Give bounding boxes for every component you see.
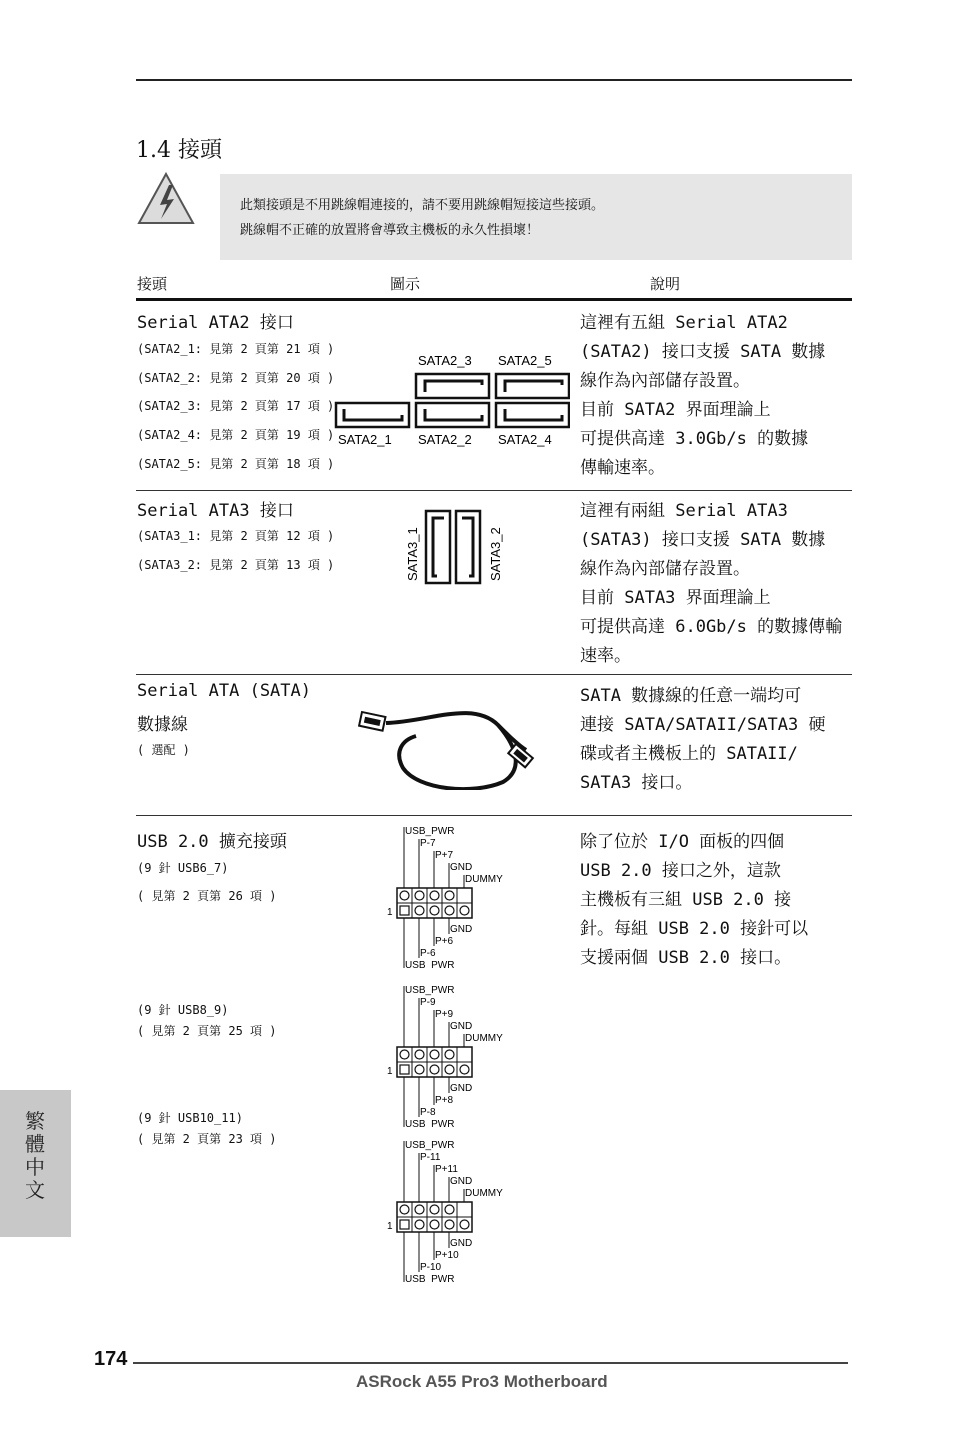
sata-cable-desc-1: SATA 數據線的任意一端均可 bbox=[580, 686, 802, 706]
pin-label: P-6 bbox=[420, 948, 436, 959]
pin-label: GND bbox=[450, 1238, 473, 1249]
sata3-sub-1: (SATA3_1: 見第 2 頁第 12 項 ) bbox=[137, 529, 335, 543]
pin-label: P-8 bbox=[420, 1107, 436, 1118]
side-tab-char-1: 繁 bbox=[25, 1109, 45, 1133]
header-description: 說明 bbox=[650, 275, 681, 293]
sata-cable-name-2: 數據線 bbox=[137, 715, 188, 735]
sata3-1-connector bbox=[426, 511, 450, 583]
side-tab-char-2: 體 bbox=[25, 1132, 45, 1156]
sata-cable-optional: ( 選配 ) bbox=[137, 743, 190, 757]
usb-desc-4: 針。每組 USB 2.0 接針可以 bbox=[580, 919, 809, 939]
usb8-9-header-diagram bbox=[383, 985, 523, 1131]
sata2-desc-2: (SATA2) 接口支援 SATA 數據 bbox=[580, 342, 826, 362]
sata2-desc-3: 線作為內部儲存設置。 bbox=[580, 371, 750, 391]
sata3-desc-3: 線作為內部儲存設置。 bbox=[580, 559, 750, 579]
label-sata3-2: SATA3_2 bbox=[488, 527, 503, 581]
usb10-11-header-diagram bbox=[383, 1140, 523, 1286]
usb-name: USB 2.0 擴充接頭 bbox=[137, 832, 287, 852]
row-rule-3 bbox=[136, 815, 852, 816]
usb-desc-2: USB 2.0 接口之外，這款 bbox=[580, 861, 781, 881]
warning-box bbox=[220, 174, 852, 260]
pin-label: DUMMY bbox=[465, 1033, 503, 1044]
pin-label: USB_PWR bbox=[405, 960, 455, 968]
sata3-sub-2: (SATA3_2: 見第 2 頁第 13 項 ) bbox=[137, 558, 335, 572]
sata2-desc-5: 可提供高達 3.0Gb/s 的數據 bbox=[580, 429, 809, 449]
usb8-9-pins: (9 針 USB8_9) bbox=[137, 1003, 229, 1017]
cable-plug-left bbox=[359, 712, 385, 731]
label-sata3-1: SATA3_1 bbox=[405, 527, 420, 581]
pin-label: GND bbox=[450, 862, 473, 873]
footer-title: ASRock A55 Pro3 Motherboard bbox=[356, 1372, 608, 1391]
sata3-connectors-diagram bbox=[400, 505, 510, 590]
sata-cable-desc-2: 連接 SATA/SATAII/SATA3 硬 bbox=[580, 715, 826, 735]
pin-label: GND bbox=[450, 1083, 473, 1094]
pin-label: P+7 bbox=[435, 850, 454, 861]
sata3-desc-6: 速率。 bbox=[580, 646, 631, 666]
pin-label: USB_PWR bbox=[405, 1274, 455, 1282]
pin-label: P-11 bbox=[420, 1152, 441, 1163]
sata2-sub-3: (SATA2_3: 見第 2 頁第 17 項 ) bbox=[137, 399, 335, 413]
footer-rule bbox=[133, 1362, 848, 1364]
sata2-sub-4: (SATA2_4: 見第 2 頁第 19 項 ) bbox=[137, 428, 335, 442]
pin-1-marker: 1 bbox=[387, 907, 393, 918]
sata2-2-connector bbox=[416, 403, 489, 427]
sata2-desc-4: 目前 SATA2 界面理論上 bbox=[580, 400, 771, 420]
pin-label: GND bbox=[450, 1176, 473, 1187]
label-sata2-4: SATA2_4 bbox=[498, 432, 552, 447]
sata3-desc-4: 目前 SATA3 界面理論上 bbox=[580, 588, 771, 608]
pin-label: P-10 bbox=[420, 1262, 442, 1273]
pin-label: USB_PWR bbox=[405, 1119, 455, 1127]
pin-label: GND bbox=[450, 1021, 473, 1032]
pin-1-marker: 1 bbox=[387, 1066, 393, 1077]
sata-cable-desc-3: 碟或者主機板上的 SATAII/ bbox=[580, 744, 798, 764]
sata-cable-desc-4: SATA3 接口。 bbox=[580, 773, 693, 793]
section-title-text: 接頭 bbox=[178, 138, 223, 163]
warning-line-1: 此類接頭是不用跳線帽連接的，請不要用跳線帽短接這些接頭。 bbox=[240, 198, 605, 213]
pin-label: USB_PWR bbox=[405, 826, 455, 837]
page-number: 174 bbox=[94, 1348, 128, 1370]
sata2-4-connector bbox=[496, 403, 569, 427]
sata3-desc-5: 可提供高達 6.0Gb/s 的數據傳輸 bbox=[580, 617, 843, 637]
label-sata2-1: SATA2_1 bbox=[338, 432, 392, 447]
pin-1-marker: 1 bbox=[387, 1221, 393, 1232]
sata2-5-connector bbox=[496, 374, 569, 398]
usb-desc-3: 主機板有三組 USB 2.0 接 bbox=[580, 890, 792, 910]
pin-label: USB_PWR bbox=[405, 985, 455, 996]
usb10-11-ref: ( 見第 2 頁第 23 項 ) bbox=[137, 1132, 277, 1146]
section-title bbox=[136, 133, 222, 164]
warning-lightning-icon bbox=[136, 171, 196, 227]
sata2-desc-6: 傳輸速率。 bbox=[580, 458, 665, 478]
sata2-sub-5: (SATA2_5: 見第 2 頁第 18 項 ) bbox=[137, 457, 335, 471]
pin-label: P+6 bbox=[435, 936, 454, 947]
usb6-7-pins: (9 針 USB6_7) bbox=[137, 861, 229, 875]
label-sata2-2: SATA2_2 bbox=[418, 432, 472, 447]
sata3-desc-2: (SATA3) 接口支援 SATA 數據 bbox=[580, 530, 826, 550]
header-connector: 接頭 bbox=[137, 275, 168, 293]
sata3-name: Serial ATA3 接口 bbox=[137, 501, 294, 521]
sata-cable-illustration bbox=[358, 690, 548, 790]
sata2-1-connector bbox=[336, 403, 409, 427]
usb-desc-5: 支援兩個 USB 2.0 接口。 bbox=[580, 948, 792, 968]
sata2-3-connector bbox=[416, 374, 489, 398]
sata2-name: Serial ATA2 接口 bbox=[137, 313, 294, 333]
header-diagram: 圖示 bbox=[390, 275, 421, 293]
sata2-sub-2: (SATA2_2: 見第 2 頁第 20 項 ) bbox=[137, 371, 335, 385]
usb6-7-header-diagram bbox=[383, 826, 523, 972]
top-rule bbox=[136, 79, 852, 81]
usb8-9-ref: ( 見第 2 頁第 25 項 ) bbox=[137, 1024, 277, 1038]
sata3-2-connector bbox=[456, 511, 480, 583]
pin-label: DUMMY bbox=[465, 874, 503, 885]
usb10-11-pins: (9 針 USB10_11) bbox=[137, 1111, 243, 1125]
row-rule-2 bbox=[136, 674, 852, 675]
section-number: 1.4 bbox=[136, 138, 171, 163]
sata2-desc-1: 這裡有五組 Serial ATA2 bbox=[580, 313, 788, 333]
label-sata2-5: SATA2_5 bbox=[498, 353, 552, 368]
row-rule-1 bbox=[136, 490, 852, 491]
sata2-sub-1: (SATA2_1: 見第 2 頁第 21 項 ) bbox=[137, 342, 335, 356]
sata3-desc-1: 這裡有兩組 Serial ATA3 bbox=[580, 501, 788, 521]
side-tab-char-3: 中 bbox=[25, 1155, 45, 1179]
pin-label: DUMMY bbox=[465, 1188, 503, 1199]
pin-label: P+11 bbox=[435, 1164, 458, 1175]
sata-cable-name: Serial ATA (SATA) bbox=[137, 681, 311, 701]
side-tab-char-4: 文 bbox=[25, 1178, 45, 1202]
usb-desc-1: 除了位於 I/O 面板的四個 bbox=[580, 832, 785, 852]
pin-label: GND bbox=[450, 924, 473, 935]
pin-label: USB_PWR bbox=[405, 1140, 455, 1151]
pin-label: P+9 bbox=[435, 1009, 454, 1020]
header-rule bbox=[136, 298, 852, 301]
pin-label: P-9 bbox=[420, 997, 436, 1008]
label-sata2-3: SATA2_3 bbox=[418, 353, 472, 368]
sata2-connectors-diagram bbox=[330, 345, 570, 455]
usb6-7-ref: ( 見第 2 頁第 26 項 ) bbox=[137, 889, 277, 903]
pin-label: P-7 bbox=[420, 838, 436, 849]
pin-label: P+8 bbox=[435, 1095, 454, 1106]
cable-plug-right bbox=[508, 744, 533, 767]
language-side-tab-label bbox=[25, 1110, 45, 1202]
warning-line-2: 跳線帽不正確的放置將會導致主機板的永久性損壞！ bbox=[240, 223, 540, 238]
pin-label: P+10 bbox=[435, 1250, 459, 1261]
